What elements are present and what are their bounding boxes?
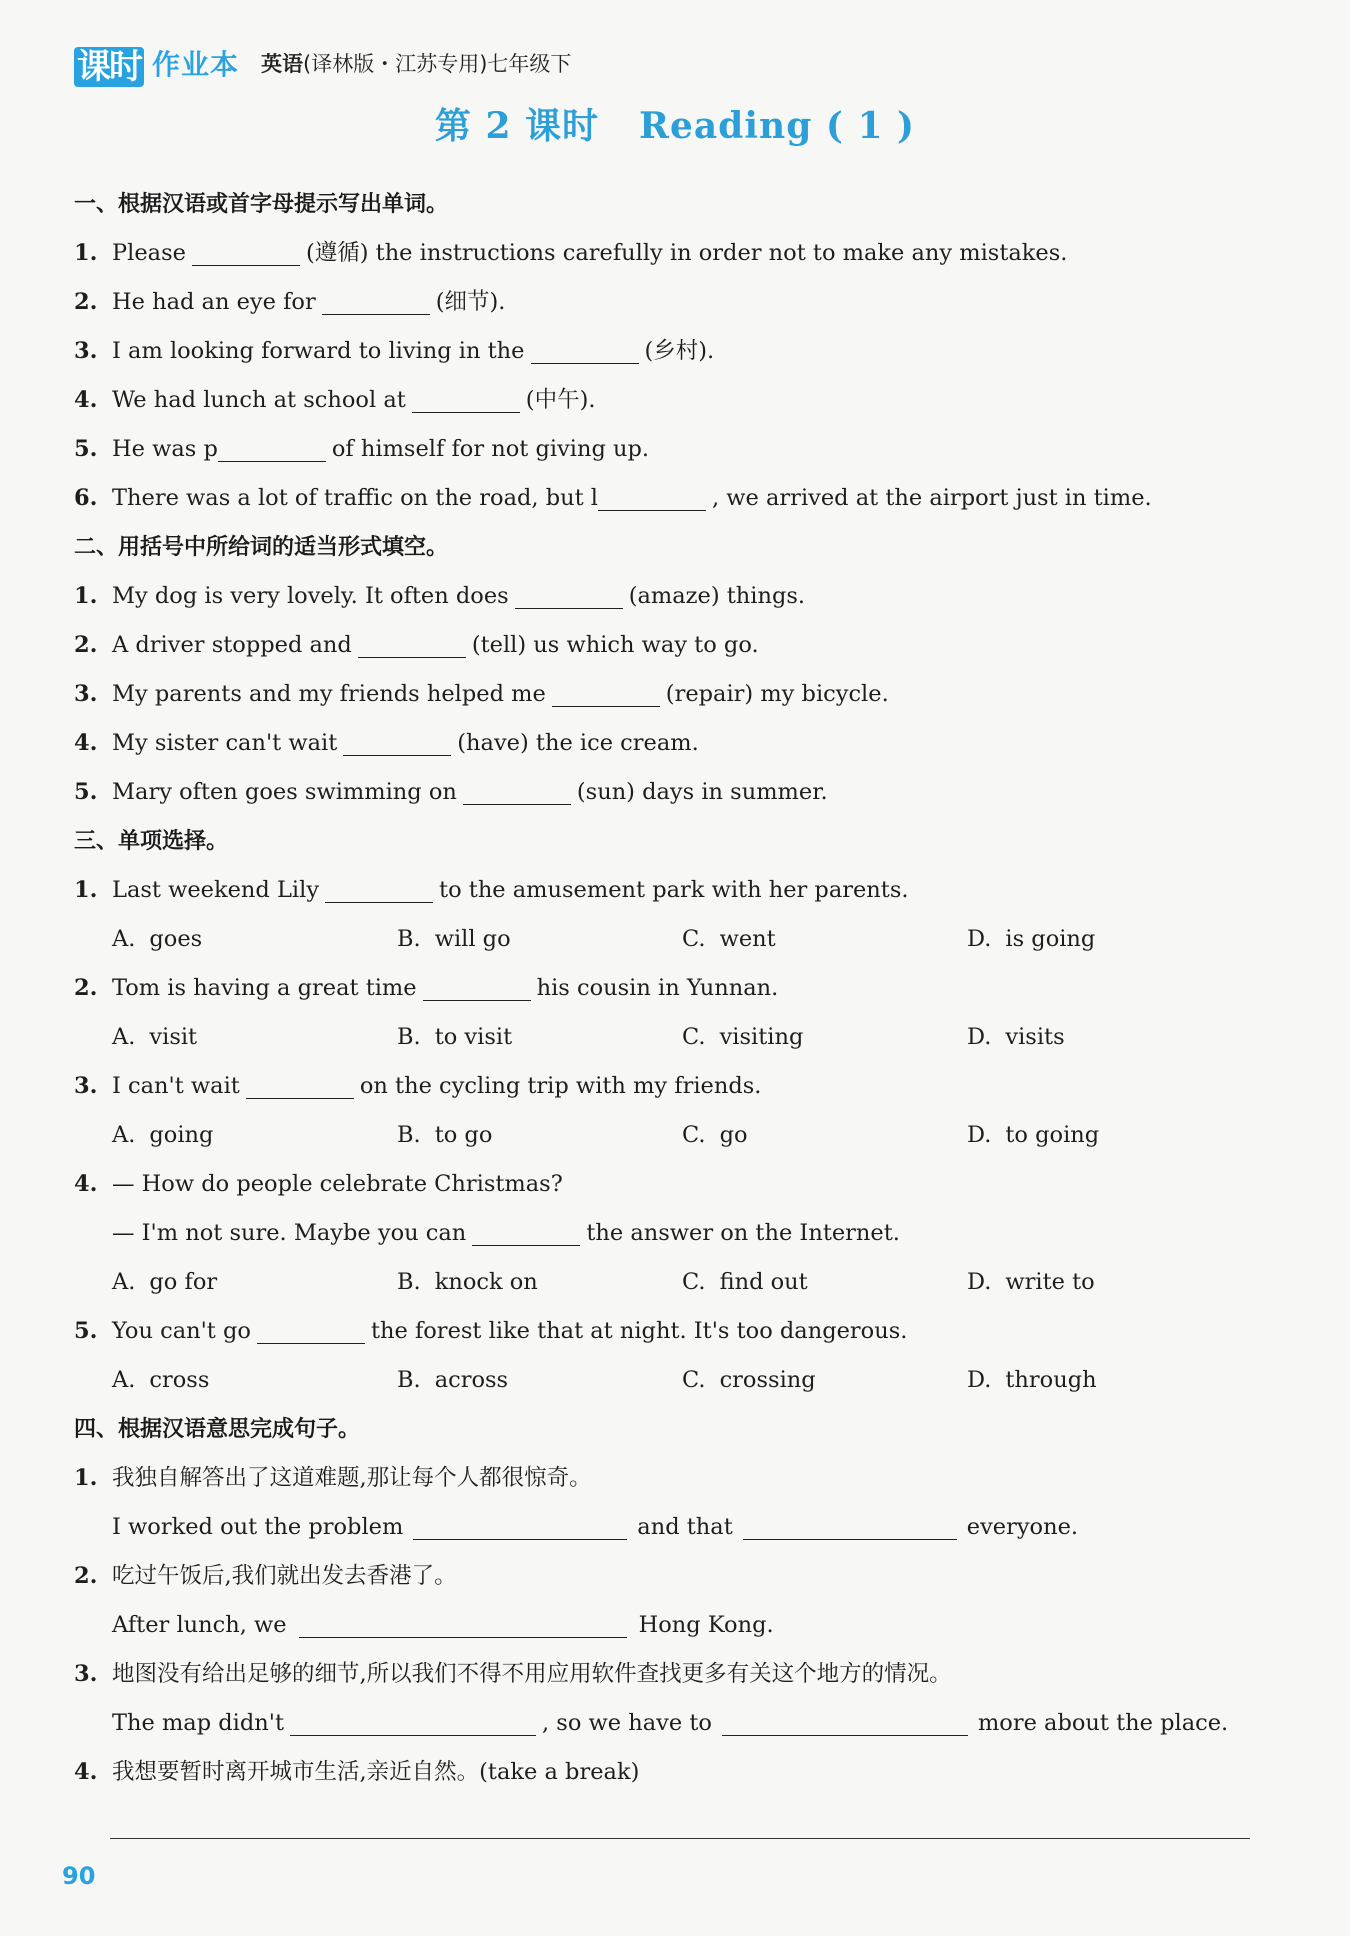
- answer-blank[interactable]: [358, 631, 466, 658]
- answer-blank[interactable]: [743, 1513, 957, 1540]
- s4-q3-chinese: 3. 地图没有给出足够的细节,所以我们不得不用应用软件查找更多有关这个地方的情况。: [74, 1661, 952, 1687]
- s3-q3-options: [74, 1111, 1254, 1160]
- option-c[interactable]: C. find out: [682, 1269, 808, 1295]
- option-b[interactable]: B. will go: [397, 926, 511, 952]
- s2-item-1: 1. My dog is very lovely. It often does (amaze) things.: [74, 583, 806, 609]
- answer-writing-line[interactable]: [110, 1838, 1250, 1839]
- option-c[interactable]: C. go: [682, 1122, 748, 1148]
- answer-blank[interactable]: [423, 974, 531, 1001]
- logo-keshi: 课时: [74, 39, 144, 88]
- option-a[interactable]: A. go for: [112, 1269, 218, 1295]
- option-c[interactable]: C. visiting: [682, 1024, 804, 1050]
- s1-item-6: 6. There was a lot of traffic on the road, but l , we arrived at the airport just in time.: [74, 485, 1152, 511]
- section-4-title: 四、根据汉语意思完成句子。: [74, 1417, 361, 1442]
- answer-blank[interactable]: [246, 1072, 354, 1099]
- s1-item-1: 1. Please (遵循) the instructions carefully in order not to make any mistakes.: [74, 240, 1068, 266]
- s4-q2-chinese: 2. 吃过午饭后,我们就出发去香港了。: [74, 1563, 457, 1589]
- s4-q3-english: The map didn't , so we have to more about the place.: [112, 1710, 1229, 1736]
- option-c[interactable]: C. went: [682, 926, 776, 952]
- answer-blank[interactable]: [412, 386, 520, 413]
- answer-blank[interactable]: [552, 680, 660, 707]
- option-a[interactable]: A. cross: [112, 1367, 210, 1393]
- option-b[interactable]: B. to go: [397, 1122, 493, 1148]
- option-b[interactable]: B. to visit: [397, 1024, 513, 1050]
- s1-item-5: 5. He was p of himself for not giving up.: [74, 436, 650, 462]
- answer-blank[interactable]: [598, 484, 706, 511]
- section-3-title: 三、单项选择。: [74, 829, 229, 854]
- s2-item-3: 3. My parents and my friends helped me (repair) my bicycle.: [74, 681, 889, 707]
- s1-item-4: 4. We had lunch at school at (中午).: [74, 387, 596, 413]
- s4-q4-chinese: 4. 我想要暂时离开城市生活,亲近自然。(take a break): [74, 1759, 640, 1785]
- answer-blank[interactable]: [290, 1709, 536, 1736]
- section-2-title: 二、用括号中所给词的适当形式填空。: [74, 535, 449, 560]
- lesson-title: 第 2 课时 Reading ( 1 ): [434, 105, 916, 147]
- option-d[interactable]: D. visits: [967, 1024, 1065, 1050]
- s3-q1-options: [74, 915, 1254, 964]
- option-d[interactable]: D. through: [967, 1367, 1097, 1393]
- s2-item-5: 5. Mary often goes swimming on (sun) days in summer.: [74, 779, 828, 805]
- s3-q5-options: [74, 1356, 1254, 1405]
- answer-blank[interactable]: [322, 288, 430, 315]
- answer-blank[interactable]: [515, 582, 623, 609]
- s3-question-3: 3. I can't wait on the cycling trip with my friends.: [74, 1073, 762, 1099]
- answer-blank[interactable]: [413, 1513, 627, 1540]
- option-d[interactable]: D. is going: [967, 926, 1096, 952]
- answer-blank[interactable]: [472, 1219, 580, 1246]
- section-1-title: 一、根据汉语或首字母提示写出单词。: [74, 192, 449, 217]
- s4-q2-english: After lunch, we Hong Kong.: [112, 1612, 774, 1638]
- book-logo: [74, 39, 239, 88]
- subject-label: 英语(译林版・江苏专用)七年级下: [261, 52, 572, 76]
- s3-question-1: 1. Last weekend Lily to the amusement park with her parents.: [74, 877, 909, 903]
- logo-zuoyeben: 作业本: [152, 48, 240, 81]
- exercise-content: [74, 180, 1254, 1797]
- s1-item-3: 3. I am looking forward to living in the (乡村).: [74, 338, 715, 364]
- book-header: [74, 38, 571, 88]
- s1-item-2: 2. He had an eye for (细节).: [74, 289, 506, 315]
- option-a[interactable]: A. visit: [112, 1024, 198, 1050]
- option-a[interactable]: A. going: [112, 1122, 214, 1148]
- s3-q2-options: [74, 1013, 1254, 1062]
- s2-item-4: 4. My sister can't wait (have) the ice cream.: [74, 730, 699, 756]
- s3-question-4: 4. — How do people celebrate Christmas?: [74, 1171, 563, 1197]
- s3-q4-options: [74, 1258, 1254, 1307]
- option-b[interactable]: B. across: [397, 1367, 509, 1393]
- answer-blank[interactable]: [325, 876, 433, 903]
- s4-q1-english: I worked out the problem and that everyone.: [112, 1514, 1079, 1540]
- option-d[interactable]: D. write to: [967, 1269, 1095, 1295]
- answer-blank[interactable]: [343, 729, 451, 756]
- answer-blank[interactable]: [192, 239, 300, 266]
- s2-item-2: 2. A driver stopped and (tell) us which way to go.: [74, 632, 759, 658]
- option-b[interactable]: B. knock on: [397, 1269, 538, 1295]
- option-a[interactable]: A. goes: [112, 926, 203, 952]
- s3-question-5: 5. You can't go the forest like that at night. It's too dangerous.: [74, 1318, 908, 1344]
- option-c[interactable]: C. crossing: [682, 1367, 816, 1393]
- answer-blank[interactable]: [257, 1317, 365, 1344]
- answer-blank[interactable]: [218, 435, 326, 462]
- s4-q1-chinese: 1. 我独自解答出了这道难题,那让每个人都很惊奇。: [74, 1465, 592, 1491]
- answer-blank[interactable]: [299, 1611, 627, 1638]
- answer-blank[interactable]: [531, 337, 639, 364]
- answer-blank[interactable]: [722, 1709, 968, 1736]
- s3-question-4-reply: — I'm not sure. Maybe you can the answer on the Internet.: [112, 1220, 900, 1246]
- s3-question-2: 2. Tom is having a great time his cousin in Yunnan.: [74, 975, 779, 1001]
- option-d[interactable]: D. to going: [967, 1122, 1100, 1148]
- answer-blank[interactable]: [463, 778, 571, 805]
- page-number: 90: [62, 1862, 96, 1890]
